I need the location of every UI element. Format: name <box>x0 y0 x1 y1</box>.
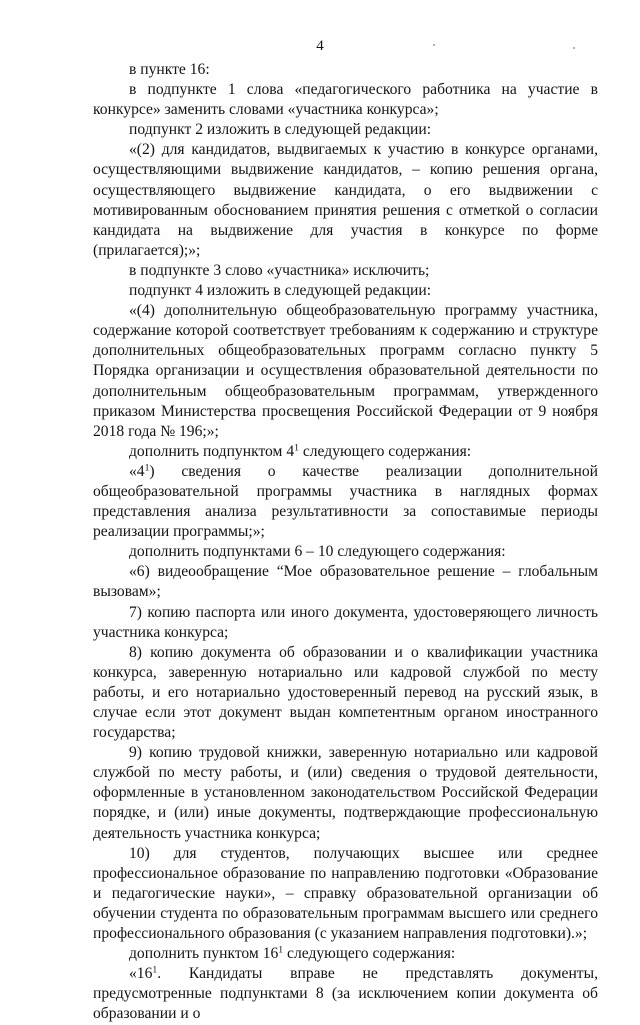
paragraph: 10) для студентов, получающих высшее или среднее профессиональное образование по направлению подготовки «Образование и педагогические науки», – справку образовательной организации об обучении студента по образовательным программам высшего или среднего профессионального образования (с указанием направления подготовки).»; <box>93 844 598 943</box>
paragraph-text: . Кандидаты вправе не представлять документы, предусмотренные подпунктами 8 (за исключением копии документа об образовании и о <box>93 965 598 1023</box>
paragraph <box>93 442 598 462</box>
paragraph: 7) копию паспорта или иного документа, удостоверяющего личность участника конкурса; <box>93 603 598 641</box>
paragraph: «6) видеообращение “Мое образовательное решение – глобальным вызовам»; <box>93 563 598 601</box>
document-body <box>93 60 598 1025</box>
paragraph: «(2) для кандидатов, выдвигаемых к участию в конкурсе органами, осуществляющими выдвижение кандидатов, – копию решения органа, осуществляющего выдвижение кандидата, о его выдвижении с мотивированным обоснованием принятия решения с отметкой о согласии кандидата на выдвижение для участия в конкурсе по форме (прилагается);»; <box>93 141 598 259</box>
paragraph: «(4) дополнительную общеобразовательную программу участника, содержание которой соответствует требованиям к содержанию и структуре дополнительных общеобразовательных программ согласно пункту 5 Порядка организации и осуществления образовательной деятельности по дополнительным общеобразовательным программам, утвержденного приказом Министерства просвещения Российской Федерации от 9 ноября 2018 года № 196;»; <box>93 302 598 440</box>
paragraph: подпункт 2 изложить в следующей редакции: <box>129 121 432 139</box>
paragraph-text: следующего содержания: <box>298 442 472 460</box>
paragraph: в пункте 16: <box>129 61 210 78</box>
paragraph-text: ) сведения о качестве реализации дополнительной общеобразовательной программы участника в наглядных формах представления анализа результативности за сопоставимые периоды реализации программы;»; <box>93 462 598 541</box>
scan-speck <box>573 47 575 49</box>
paragraph <box>93 964 598 1024</box>
scan-speck <box>433 44 435 46</box>
paragraph-text: дополнить подпунктом 4 <box>129 442 295 460</box>
paragraph-text: «4 <box>129 462 145 480</box>
superscript: 1 <box>144 462 150 474</box>
paragraph-text: следующего содержания: <box>283 945 456 963</box>
paragraph: 8) копию документа об образовании и о квалификации участника конкурса, заверенную нотариально или кадровой службой по месту работы, и его нотариально удостоверенный перевод на русский язык, в случае если этот документ выдан компетентным органом иностранного государства; <box>93 643 598 742</box>
page-number: 4 <box>316 38 324 54</box>
paragraph: в подпункте 3 слово «участника» исключить; <box>129 261 430 279</box>
superscript: 1 <box>278 944 284 956</box>
superscript: 1 <box>152 964 158 976</box>
paragraph: в подпункте 1 слова «педагогического работника на участие в конкурсе» заменить словами «участника конкурса»; <box>93 81 598 119</box>
paragraph <box>93 944 598 964</box>
paragraph-text: дополнить пунктом 16 <box>129 945 279 963</box>
paragraph: подпункт 4 изложить в следующей редакции: <box>129 282 432 300</box>
paragraph: дополнить подпунктами 6 – 10 следующего содержания: <box>129 543 506 561</box>
paragraph: 9) копию трудовой книжки, заверенную нотариально или кадровой службой по месту работы, и (или) сведения о трудовой деятельности, оформленные в установленном законодательством Российской Федерации порядке, и (или) иные документы, подтверждающие профессиональную деятельность участника конкурса; <box>93 744 598 842</box>
superscript: 1 <box>294 442 299 454</box>
paragraph-text: «16 <box>129 965 153 983</box>
paragraph <box>93 462 598 542</box>
